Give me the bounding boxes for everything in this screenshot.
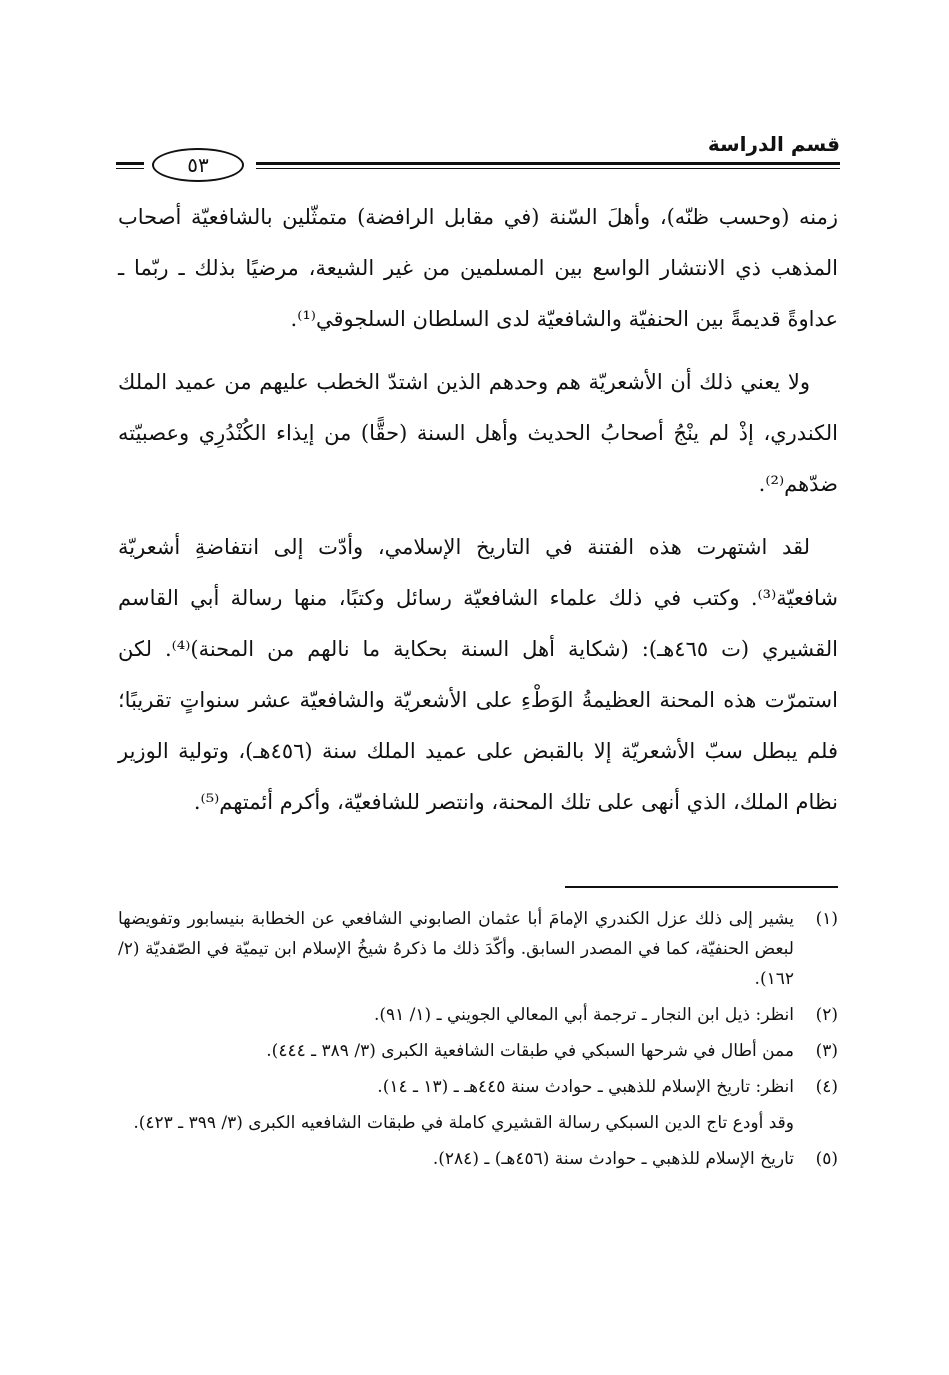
footnote — [118, 904, 838, 994]
footnote — [118, 1036, 838, 1066]
footnote-number: (١) — [815, 909, 838, 929]
footnote-text: ممن أطال في شرحها السبكي في طبقات الشافعية الكبرى (٣/ ٣٨٩ ـ ٤٤٤). — [266, 1041, 794, 1061]
footnotes — [118, 904, 838, 1180]
footnote-text: تاريخ الإسلام للذهبي ـ حوادث سنة (٤٥٦هـ) ـ (٢٨٤). — [432, 1149, 794, 1169]
header-rule — [256, 162, 840, 169]
footnote — [118, 1000, 838, 1030]
main-text — [118, 192, 838, 840]
footnote — [118, 1144, 838, 1174]
footnote — [118, 1072, 838, 1102]
running-title: قسم الدراسة — [707, 132, 840, 156]
paragraph: لقد اشتهرت هذه الفتنة في التاريخ الإسلامي، وأدّت إلى انتفاضةِ أشعريّة شافعيّة⁽³⁾. وكتب في ذلك علماء الشافعيّة رسائل وكتبًا، منها رسالة أبي القاسم القشيري (ت ٤٦٥هـ): (شكاية أهل السنة بحكاية ما نالهم من المحنة)⁽⁴⁾. لكن استمرّت هذه المحنة العظيمةُ الوَطْءِ على الأشعريّة والشافعيّة عشر سنواتٍ تقريبًا؛ فلم يبطل سبّ الأشعريّة إلا بالقبض على عميد الملك سنة (٤٥٦هـ)، وتولية الوزير نظام الملك، الذي أنهى على تلك المحنة، وانتصر للشافعيّة، وأكرم أئمتهم⁽⁵⁾. — [118, 535, 838, 814]
paragraph: ولا يعني ذلك أن الأشعريّة هم وحدهم الذين اشتدّ الخطب عليهم من عميد الملك الكندري، إذْ لم ينْجُ أصحابُ الحديث وأهل السنة (حقًّا) من إيذاء الكُنْدُرِي وعصبيّته ضدّهم⁽²⁾. — [118, 370, 838, 496]
footnote-text: انظر: ذيل ابن النجار ـ ترجمة أبي المعالي الجويني ـ (١/ ٩١). — [373, 1005, 794, 1025]
footnote-number: (٣) — [815, 1041, 838, 1061]
page-header — [100, 132, 840, 182]
footnote-continuation: وقد أودع تاج الدين السبكي رسالة القشيري كاملة في طبقات الشافعيه الكبرى (٣/ ٣٩٩ ـ ٤٢٣). — [133, 1113, 794, 1133]
footnote-text: يشير إلى ذلك عزل الكندري الإمامَ أبا عثمان الصابوني الشافعي عن الخطابة بنيسابور وتفويضها لبعض الحنفيّة، كما في المصدر السابق. وأكّدَ ذلك ما ذكرهُ شيخُ الإسلام ابن تيميّة في الصّفديّة (٢/ ١٦٢). — [118, 909, 794, 989]
page-number: ٥٣ — [152, 148, 244, 182]
footnote-number: (٤) — [815, 1077, 838, 1097]
footnote-text: انظر: تاريخ الإسلام للذهبي ـ حوادث سنة ٤٤٥هـ ـ (١٣ ـ ١٤). — [377, 1077, 794, 1097]
paragraph: زمنه (وحسب ظنّه)، وأهلَ السّنة (في مقابل الرافضة) متمثّلين بالشافعيّة أصحاب المذهب ذي الانتشار الواسع بين المسلمين من غير الشيعة، مرضيًا بذلك ـ ربّما ـ عداوةً قديمةً بين الحنفيّة والشافعيّة لدى السلطان السلجوقي⁽¹⁾. — [118, 205, 838, 331]
footnote-number: (٢) — [815, 1005, 838, 1025]
footnote-separator — [565, 886, 838, 888]
header-rule-left — [116, 162, 144, 169]
footnote-number: (٥) — [815, 1149, 838, 1169]
